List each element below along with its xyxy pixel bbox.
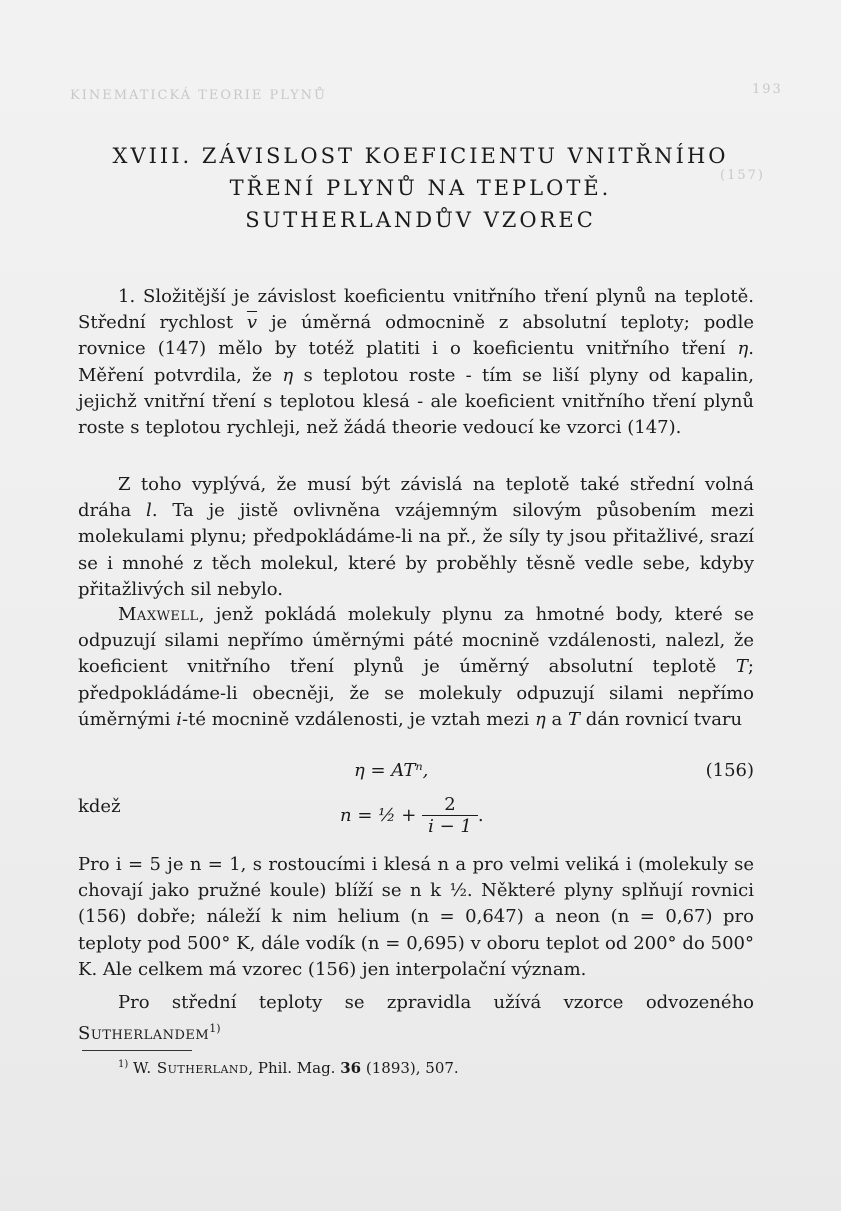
footnote-1: $^{1)}$ W. Sutherland, Phil. Mag. 36 (1893), 507. <box>118 1059 459 1077</box>
fraction: $\frac{2}{i - 1}$ <box>422 794 478 837</box>
equation-n-lead: kdež <box>78 796 121 817</box>
chapter-title-line-3: SUTHERLANDŮV VZOREC <box>245 208 596 232</box>
bleed-through-header: KINEMATICKÁ TEORIE PLYNŮ <box>70 88 327 103</box>
author-maxwell: Maxwell <box>118 604 199 625</box>
author-sutherland: Sutherlandem <box>78 1023 210 1045</box>
paragraph-5: Pro střední teploty se zpravidla užívá vzorce odvozeného Sutherlandem$^{1)}$ <box>78 992 754 1045</box>
equation-n <box>78 794 754 844</box>
paragraph-1: 1. Složitější je závislost koeficientu vnitřního tření plynů na teplotě. Střední rychlost $\overline{v}$ je úměrná odmocnině z absolutní teploty; podle rovnice (147) mělo by totéž platiti i o koeficientu vnitřního tření η. Měření potvrdila, že η s teplotou roste - tím se liší plyny od kapalin, jejichž vnitřní tření s teplotou klesá - ale koeficient vnitřního tření plynů roste s teplotou rychleji, než žádá theorie vedoucí ke vzorci (147). <box>78 286 754 439</box>
chapter-title-line-1: XVIII. ZÁVISLOST KOEFICIENTU VNITŘNÍHO <box>112 144 729 168</box>
paragraph-3: Maxwell, jenž pokládá molekuly plynu za hmotné body, které se odpuzují silami nepřímo úměrnými páté mocnině vzdálenosti, nalezl, že koeficient vnitřního tření plynů je úměrný absolutní teplotě T; předpokládáme-li obecněji, že se molekuly odpuzují silami nepřímo úměrnými i-té mocnině vzdálenosti, je vztah mezi η a T dán rovnicí tvaru <box>78 604 754 730</box>
chapter-title-line-2: TŘENÍ PLYNŮ NA TEPLOTĚ. <box>229 176 612 200</box>
bleed-through-bracket: (157) <box>720 168 765 183</box>
paragraph-4: Pro i = 5 je n = 1, s rostoucími i klesá n a pro velmi veliká i (molekuly se chovají jako pružné koule) blíží se n k ½. Některé plyny splňují rovnici (156) dobře; náleží k nim helium (n = 0,647) a neon (n = 0,67) pro teploty pod 500° K, dále vodík (n = 0,695) v oboru teplot od 200° do 500° K. Ale celkem má vzorec (156) jen interpolační význam. <box>78 854 754 980</box>
bleed-through-page-number: 193 <box>752 82 783 97</box>
equation-156-formula: η = ATⁿ, <box>354 760 429 781</box>
paragraph-2: Z toho vyplývá, že musí být závislá na teplotě také střední volná dráha l. Ta je jistě ovlivněna vzájemným silovým působením mezi molekulami plynu; předpokládáme-li na př., že síly ty jsou přitažlivé, srazí se i mnohé z těch molekul, které by proběhly těsně vedle sebe, kdyby přitažlivých sil nebylo. <box>78 474 754 600</box>
equation-n-formula: n = ½ + $\frac{2}{i - 1}$ . <box>340 794 484 837</box>
equation-156-number: (156) <box>705 760 754 781</box>
footnote-rule <box>82 1050 192 1051</box>
